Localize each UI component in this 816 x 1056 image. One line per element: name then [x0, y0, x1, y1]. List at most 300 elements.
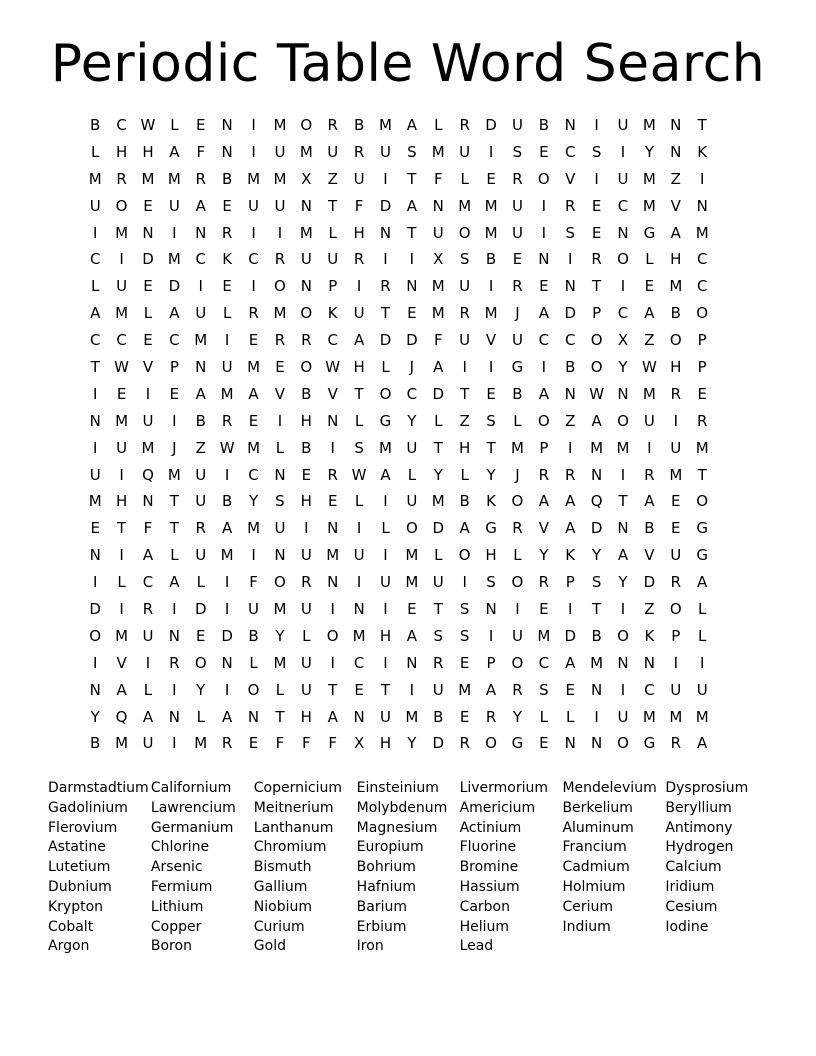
grid-letter: M	[141, 169, 155, 188]
grid-letter: O	[300, 116, 313, 134]
grid-letter: A	[538, 492, 549, 511]
grid-letter: Z	[195, 438, 206, 457]
grid-letter: E	[143, 277, 153, 296]
grid-letter: R	[221, 734, 233, 753]
grid-letter: R	[327, 116, 338, 134]
grid-letter: R	[670, 384, 681, 403]
grid-letter: U	[89, 465, 101, 484]
grid-letter: A	[169, 304, 180, 323]
grid-letter: M	[616, 438, 630, 457]
grid-letter: Y	[275, 626, 285, 645]
grid-letter: C	[89, 250, 101, 269]
grid-letter: G	[379, 411, 392, 430]
grid-letter: U	[511, 626, 523, 645]
grid-letter: E	[671, 492, 681, 511]
grid-letter: P	[565, 573, 575, 592]
word-list-item: Helium	[459, 918, 509, 935]
grid-letter: N	[327, 573, 339, 592]
grid-letter: N	[247, 707, 260, 726]
grid-letter: O	[669, 600, 682, 619]
word-list-item: Magnesium	[356, 819, 438, 836]
grid-letter: N	[221, 116, 233, 134]
grid-letter: N	[564, 116, 576, 134]
grid-letter: I	[620, 465, 626, 484]
grid-letter: M	[484, 223, 498, 242]
grid-letter: N	[274, 465, 286, 484]
grid-letter: U	[89, 196, 101, 215]
grid-letter: H	[300, 492, 312, 511]
grid-letter: B	[222, 492, 233, 511]
grid-letter: U	[459, 142, 471, 161]
grid-letter: R	[670, 573, 681, 592]
page-title: Periodic Table Word Search	[50, 34, 766, 94]
word-list-item: Berkelium	[562, 799, 633, 816]
grid-letter: I	[119, 250, 124, 269]
grid-letter: T	[90, 358, 100, 377]
grid-letter: Q	[142, 465, 154, 484]
grid-letter: N	[353, 600, 365, 619]
grid-letter: E	[644, 277, 655, 296]
grid-letter: I	[251, 546, 256, 565]
grid-letter: I	[673, 653, 678, 672]
grid-letter: T	[328, 680, 338, 699]
grid-letter: U	[511, 331, 523, 350]
word-list-item: Lutetium	[48, 859, 111, 876]
grid-letter: N	[643, 653, 656, 672]
grid-letter: M	[458, 680, 472, 699]
grid-letter: J	[409, 358, 415, 377]
grid-letter: A	[195, 196, 206, 215]
grid-letter: I	[383, 250, 388, 269]
grid-letter: R	[248, 304, 259, 323]
grid-letter: O	[485, 734, 497, 753]
grid-letter: L	[354, 411, 364, 430]
grid-letter: D	[432, 384, 445, 403]
word-list-item: Hafnium	[356, 878, 416, 895]
grid-letter: F	[433, 169, 443, 188]
grid-letter: A	[406, 626, 418, 645]
grid-letter: C	[644, 680, 655, 699]
grid-letter: E	[143, 196, 153, 215]
grid-letter: A	[485, 680, 497, 699]
grid-letter: Z	[670, 169, 681, 188]
grid-letter: M	[431, 142, 445, 161]
grid-letter: L	[566, 707, 575, 726]
grid-letter: F	[275, 734, 285, 753]
grid-letter: S	[512, 142, 523, 161]
grid-letter: I	[224, 600, 230, 619]
grid-letter: I	[92, 223, 98, 242]
letter-grid	[82, 112, 715, 757]
grid-letter: R	[301, 573, 312, 592]
grid-letter: R	[670, 734, 681, 753]
grid-letter: E	[539, 734, 549, 753]
grid-letter: B	[195, 411, 206, 430]
grid-letter: A	[538, 304, 549, 323]
grid-letter: L	[249, 653, 258, 672]
grid-letter: I	[172, 411, 177, 430]
grid-letter: M	[484, 196, 498, 215]
grid-letter: I	[488, 358, 494, 377]
grid-letter: R	[169, 653, 180, 672]
grid-letter: C	[538, 331, 550, 350]
grid-letter: M	[88, 492, 102, 511]
grid-letter: I	[699, 169, 705, 188]
grid-letter: E	[116, 384, 127, 403]
grid-letter: M	[220, 384, 234, 403]
grid-letter: E	[354, 680, 364, 699]
word-list-item: Iodine	[665, 918, 709, 935]
grid-letter: K	[486, 492, 496, 511]
grid-letter: M	[510, 438, 524, 457]
grid-letter: L	[170, 116, 179, 134]
grid-letter: D	[432, 734, 445, 753]
grid-letter: G	[511, 734, 524, 753]
grid-letter: A	[697, 573, 708, 592]
grid-letter: O	[537, 411, 550, 430]
word-list-item: Aluminum	[562, 819, 634, 836]
grid-letter: U	[511, 196, 523, 215]
grid-letter: R	[512, 680, 523, 699]
grid-letter: G	[511, 358, 524, 377]
grid-letter: N	[696, 196, 708, 215]
grid-letter: L	[275, 438, 285, 457]
grid-letter: I	[277, 223, 283, 242]
grid-letter: M	[642, 384, 656, 403]
grid-letter: M	[642, 196, 656, 215]
grid-letter: I	[172, 600, 177, 619]
grid-letter: S	[433, 626, 444, 645]
grid-letter: R	[538, 573, 550, 592]
grid-letter: B	[353, 116, 365, 134]
grid-letter: U	[511, 223, 523, 242]
grid-letter: R	[485, 707, 497, 726]
grid-letter: O	[511, 653, 524, 672]
word-list-item: Boron	[150, 938, 192, 955]
grid-letter: H	[300, 707, 312, 726]
word-list-item: Iridium	[665, 878, 715, 895]
grid-letter: E	[539, 277, 549, 296]
grid-letter: A	[169, 142, 180, 161]
grid-letter: U	[617, 169, 629, 188]
grid-letter: E	[301, 465, 312, 484]
grid-letter: M	[194, 734, 208, 753]
grid-letter: O	[405, 519, 418, 538]
grid-letter: Y	[618, 358, 628, 377]
grid-letter: W	[641, 358, 657, 377]
word-list-item: Calcium	[665, 859, 722, 876]
grid-letter: A	[617, 546, 629, 565]
grid-letter: E	[486, 169, 496, 188]
grid-letter: A	[406, 196, 418, 215]
word-list-item: Francium	[562, 839, 627, 856]
grid-letter: U	[195, 546, 207, 565]
grid-letter: I	[92, 438, 98, 457]
grid-letter: I	[568, 250, 573, 269]
grid-letter: R	[353, 142, 365, 161]
grid-letter: M	[247, 519, 261, 538]
grid-letter: S	[591, 142, 602, 161]
grid-letter: U	[432, 680, 444, 699]
grid-letter: T	[354, 384, 364, 403]
grid-letter: I	[383, 600, 388, 619]
grid-letter: C	[116, 331, 127, 350]
grid-letter: T	[407, 169, 417, 188]
grid-letter: B	[301, 384, 312, 403]
grid-letter: U	[195, 465, 207, 484]
grid-letter: P	[539, 438, 549, 457]
grid-letter: P	[592, 304, 602, 323]
grid-letter: N	[195, 358, 207, 377]
grid-letter: O	[274, 573, 286, 592]
grid-letter: I	[330, 653, 335, 672]
grid-letter: A	[380, 465, 391, 484]
grid-letter: R	[459, 734, 470, 753]
grid-letter: T	[169, 492, 179, 511]
word-list-item: Gallium	[253, 878, 308, 895]
grid-letter: N	[670, 142, 682, 161]
word-list-item: Curium	[253, 918, 305, 935]
grid-letter: R	[221, 223, 233, 242]
grid-letter: Q	[115, 707, 128, 726]
grid-letter: E	[407, 304, 417, 323]
grid-letter: S	[354, 438, 364, 457]
grid-letter: L	[513, 411, 522, 430]
grid-letter: E	[143, 331, 153, 350]
grid-letter: M	[167, 465, 181, 484]
grid-letter: Y	[618, 573, 628, 592]
grid-letter: H	[379, 626, 392, 645]
grid-letter: R	[644, 465, 655, 484]
grid-letter: U	[617, 116, 629, 134]
grid-letter: A	[222, 519, 233, 538]
grid-letter: N	[89, 546, 101, 565]
grid-letter: N	[168, 626, 180, 645]
grid-letter: U	[380, 573, 391, 592]
grid-letter: C	[89, 331, 101, 350]
grid-letter: R	[512, 519, 523, 538]
grid-letter: M	[537, 626, 551, 645]
grid-letter: N	[142, 492, 154, 511]
grid-letter: U	[617, 707, 629, 726]
grid-letter: N	[406, 277, 418, 296]
grid-letter: Y	[407, 411, 417, 430]
grid-letter: N	[432, 196, 444, 215]
grid-letter: G	[643, 223, 656, 242]
grid-letter: I	[172, 680, 177, 699]
grid-letter: D	[168, 277, 181, 296]
grid-letter: E	[459, 707, 470, 726]
grid-letter: U	[116, 438, 128, 457]
grid-letter: N	[89, 680, 101, 699]
grid-letter: V	[142, 358, 154, 377]
grid-letter: I	[356, 573, 362, 592]
grid-letter: A	[142, 707, 154, 726]
grid-letter: P	[697, 331, 707, 350]
grid-letter: I	[568, 438, 573, 457]
grid-letter: L	[645, 250, 654, 269]
word-list-item: Lanthanum	[253, 819, 334, 836]
grid-letter: W	[140, 116, 156, 134]
grid-letter: B	[538, 116, 549, 134]
grid-letter: N	[379, 223, 392, 242]
grid-letter: E	[90, 519, 100, 538]
grid-letter: M	[695, 223, 709, 242]
grid-letter: L	[328, 223, 337, 242]
grid-letter: D	[89, 600, 101, 619]
grid-letter: C	[116, 116, 127, 134]
grid-letter: N	[617, 653, 629, 672]
word-list-item: Bromine	[459, 859, 519, 876]
grid-letter: T	[697, 116, 707, 134]
grid-letter: D	[221, 626, 233, 645]
grid-letter: E	[697, 384, 707, 403]
grid-letter: L	[275, 680, 285, 699]
word-list-item: Meitnerium	[253, 799, 334, 816]
grid-letter: M	[247, 358, 261, 377]
grid-letter: C	[248, 465, 259, 484]
word-list-item: Europium	[356, 839, 424, 856]
grid-letter: I	[383, 546, 388, 565]
grid-letter: C	[696, 250, 708, 269]
grid-letter: K	[697, 142, 708, 161]
grid-letter: O	[590, 358, 603, 377]
grid-letter: I	[620, 680, 626, 699]
grid-letter: S	[459, 250, 470, 269]
grid-letter: W	[114, 358, 129, 377]
grid-letter: I	[699, 653, 705, 672]
grid-letter: R	[459, 116, 470, 134]
grid-letter: N	[221, 653, 233, 672]
grid-letter: M	[273, 653, 287, 672]
grid-letter: I	[383, 653, 388, 672]
grid-letter: K	[327, 304, 338, 323]
grid-letter: C	[169, 331, 180, 350]
word-list-item: Copernicium	[253, 780, 342, 796]
word-list-item: Germanium	[150, 819, 234, 836]
grid-letter: J	[515, 465, 520, 484]
word-list-item: Einsteinium	[356, 780, 439, 796]
grid-letter: T	[328, 196, 338, 215]
word-list-item: Cesium	[665, 898, 718, 915]
grid-letter: L	[460, 169, 469, 188]
grid-letter: I	[383, 169, 388, 188]
grid-letter: F	[249, 573, 258, 592]
grid-letter: I	[224, 680, 230, 699]
grid-letter: A	[459, 519, 470, 538]
word-list-item: Actinium	[459, 819, 522, 836]
grid-letter: U	[327, 250, 339, 269]
grid-letter: E	[275, 358, 285, 377]
grid-letter: M	[247, 438, 261, 457]
grid-letter: M	[669, 277, 683, 296]
word-list-item: Californium	[150, 780, 232, 796]
grid-letter: Y	[433, 465, 443, 484]
grid-letter: M	[115, 304, 129, 323]
grid-letter: J	[515, 304, 520, 323]
word-list-item: Molybdenum	[356, 799, 448, 816]
grid-letter: M	[273, 600, 287, 619]
word-list-item: Arsenic	[150, 859, 203, 876]
grid-letter: T	[697, 465, 707, 484]
grid-letter: R	[459, 304, 470, 323]
grid-letter: S	[407, 142, 417, 161]
grid-letter: C	[248, 250, 259, 269]
grid-letter: L	[117, 573, 126, 592]
grid-letter: S	[486, 411, 496, 430]
grid-letter: U	[116, 277, 128, 296]
grid-letter: V	[670, 196, 681, 215]
grid-letter: Y	[539, 546, 549, 565]
grid-letter: N	[591, 680, 603, 699]
grid-letter: Z	[644, 600, 655, 619]
grid-letter: I	[92, 384, 98, 403]
grid-letter: F	[302, 734, 311, 753]
grid-letter: I	[92, 573, 98, 592]
grid-letter: C	[538, 653, 550, 672]
grid-letter: N	[195, 223, 207, 242]
grid-letter: D	[142, 250, 154, 269]
grid-letter: I	[92, 653, 98, 672]
grid-letter: N	[221, 142, 233, 161]
grid-letter: M	[273, 116, 287, 134]
word-list-item: Erbium	[356, 918, 407, 935]
grid-letter: I	[224, 331, 230, 350]
grid-letter: E	[591, 223, 602, 242]
word-list-item: Antimony	[665, 819, 733, 836]
grid-letter: B	[301, 438, 312, 457]
grid-letter: B	[222, 169, 233, 188]
grid-letter: A	[433, 358, 444, 377]
grid-letter: H	[353, 223, 365, 242]
grid-letter: J	[172, 438, 177, 457]
grid-letter: N	[564, 384, 576, 403]
grid-letter: U	[380, 707, 391, 726]
grid-letter: L	[513, 546, 522, 565]
grid-letter: M	[590, 438, 604, 457]
grid-letter: N	[300, 277, 312, 296]
word-list-item: Bismuth	[253, 859, 312, 876]
word-list-item: Astatine	[48, 839, 106, 856]
grid-letter: D	[564, 304, 576, 323]
grid-letter: E	[248, 331, 259, 350]
grid-letter: R	[301, 331, 312, 350]
grid-letter: U	[142, 411, 154, 430]
grid-letter: C	[406, 384, 418, 403]
word-list-item: Fermium	[150, 878, 213, 895]
grid-letter: U	[300, 546, 312, 565]
grid-letter: R	[195, 519, 206, 538]
grid-letter: O	[458, 546, 471, 565]
grid-letter: Y	[592, 546, 602, 565]
grid-letter: Y	[90, 707, 100, 726]
word-list-item: Beryllium	[665, 799, 732, 816]
grid-letter: P	[169, 358, 179, 377]
grid-letter: E	[486, 384, 496, 403]
grid-letter: C	[617, 196, 629, 215]
grid-letter: I	[488, 142, 494, 161]
grid-letter: V	[565, 169, 576, 188]
grid-letter: L	[434, 411, 443, 430]
grid-letter: I	[356, 277, 362, 296]
grid-letter: U	[511, 116, 523, 134]
grid-letter: O	[696, 304, 709, 323]
grid-letter: H	[115, 142, 128, 161]
grid-letter: R	[327, 465, 338, 484]
grid-letter: E	[539, 142, 549, 161]
grid-letter: D	[432, 519, 445, 538]
grid-letter: N	[168, 707, 180, 726]
